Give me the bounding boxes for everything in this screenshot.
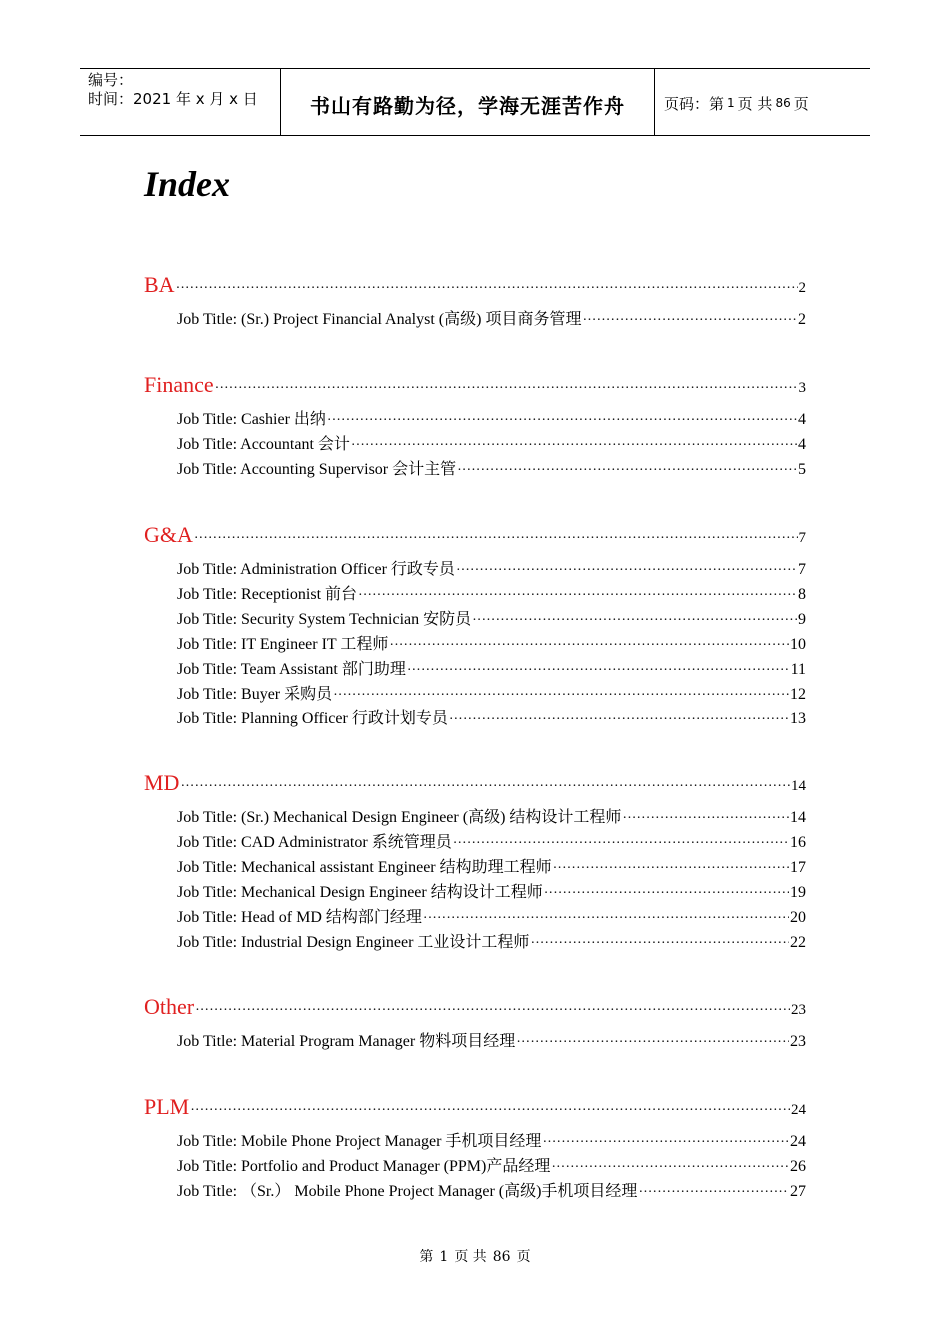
toc-entry[interactable] [177,433,806,455]
toc-entry-label: Job Title: （Sr.） Mobile Phone Project Manager (高级)手机项目经理 [177,1183,638,1200]
dot-leader [456,562,797,580]
toc-entry-label: Job Title: Administration Officer 行政专员 [177,561,455,578]
dot-leader [544,885,789,903]
toc-entry-page-number: 13 [790,710,806,727]
page-header [80,68,870,136]
toc-entry-label: Job Title: Head of MD 结构部门经理 [177,909,422,926]
toc-entry[interactable] [177,1030,806,1052]
dot-leader [327,412,797,430]
toc-entry-label: Job Title: Material Program Manager 物料项目经理 [177,1033,516,1050]
header-page-num: 1 [727,96,735,110]
toc-section[interactable] [144,768,806,796]
toc-section-page-number: 2 [798,280,806,296]
dot-leader [389,637,789,655]
toc-entry-label: Job Title: IT Engineer IT 工程师 [177,636,389,653]
header-time-label: 时间：2021 年 x 月 x 日 [88,90,258,108]
toc-section-label: BA [144,272,175,297]
dot-leader [195,1002,790,1020]
toc-section[interactable] [144,270,806,298]
dot-leader [472,612,797,630]
dot-leader [453,835,789,853]
footer-prefix: 第 [419,1249,434,1265]
toc-entry-page-number: 20 [790,909,806,926]
page-title: Index [144,164,231,204]
toc-entry-page-number: 23 [790,1033,806,1050]
toc-entry-page-number: 27 [790,1183,806,1200]
toc-entry[interactable] [177,658,806,680]
toc-entry-label: Job Title: Mobile Phone Project Manager 手机项目经理 [177,1133,542,1150]
toc-entry-page-number: 5 [798,461,806,478]
toc-entry[interactable] [177,1180,806,1202]
header-page-suffix: 页 [793,94,809,113]
toc-section-page-number: 23 [791,1002,806,1018]
toc-entry-page-number: 19 [790,884,806,901]
toc-entry[interactable] [177,308,806,330]
header-motto: 书山有路勤为径，学海无涯苦作舟 [281,69,655,135]
header-number-label: 编号： [88,71,134,89]
toc-entry-page-number: 8 [798,586,806,603]
footer-page-total: 86 [492,1249,511,1265]
toc-entry[interactable] [177,1130,806,1152]
toc-entry-page-number: 4 [798,436,806,453]
header-page-prefix: 页码：第 [664,94,725,113]
toc-entry[interactable] [177,906,806,928]
toc-entry-page-number: 17 [790,859,806,876]
toc-entry-label: Job Title: CAD Administrator 系统管理员 [177,834,452,851]
toc-entry[interactable] [177,707,806,729]
toc-entry-label: Job Title: Mechanical Design Engineer 结构设计工程师 [177,884,543,901]
dot-leader [638,1184,789,1202]
dot-leader [551,1159,789,1177]
header-meta [80,69,281,135]
header-page-mid: 页 共 [737,94,773,113]
toc-entry-label: Job Title: Buyer 采购员 [177,686,333,703]
dot-leader [215,380,798,398]
toc-entry-page-number: 12 [790,686,806,703]
toc-entry-label: Job Title: (Sr.) Project Financial Analyst (高级) 项目商务管理 [177,311,582,328]
toc-entry[interactable] [177,806,806,828]
toc-entry[interactable] [177,831,806,853]
toc-section-page-number: 14 [791,778,806,794]
toc-entry[interactable] [177,583,806,605]
toc-entry-page-number: 22 [790,934,806,951]
toc-section-label: MD [144,770,180,795]
toc-entry[interactable] [177,408,806,430]
toc-entry-page-number: 9 [798,611,806,628]
dot-leader [582,312,797,330]
toc-entry-label: Job Title: Planning Officer 行政计划专员 [177,710,448,727]
toc-entry[interactable] [177,931,806,953]
toc-entry-label: Job Title: Mechanical assistant Engineer 结构助理工程师 [177,859,552,876]
toc-section-label: G&A [144,522,193,547]
dot-leader [358,587,797,605]
toc-entry[interactable] [177,458,806,480]
toc-entry-page-number: 26 [790,1158,806,1175]
toc-section[interactable] [144,370,806,398]
toc-section-label: Finance [144,372,214,397]
toc-entry-page-number: 4 [798,411,806,428]
toc-section[interactable] [144,992,806,1020]
dot-leader [423,910,789,928]
toc-entry-label: Job Title: Industrial Design Engineer 工业设计工程师 [177,934,530,951]
toc-entry-label: Job Title: Accounting Supervisor 会计主管 [177,461,457,478]
toc-section-page-number: 24 [791,1102,806,1118]
page-footer [0,1246,950,1266]
dot-leader [553,860,789,878]
footer-page-num: 1 [439,1249,449,1265]
toc-entry-label: Job Title: Security System Technician 安防员 [177,611,472,628]
toc-section-page-number: 7 [798,530,806,546]
toc-section-label: PLM [144,1094,190,1119]
dot-leader [180,778,790,796]
toc-section-label: Other [144,994,195,1019]
header-page-total: 86 [775,96,791,110]
toc-entry-page-number: 24 [790,1133,806,1150]
toc-entry[interactable] [177,683,806,705]
toc-entry-label: Job Title: Receptionist 前台 [177,586,358,603]
toc-entry[interactable] [177,881,806,903]
toc-entry-page-number: 10 [790,636,806,653]
toc-section[interactable] [144,1092,806,1120]
toc-entry-label: Job Title: Cashier 出纳 [177,411,326,428]
dot-leader [530,935,789,953]
dot-leader [176,280,798,298]
dot-leader [449,711,789,729]
toc-entry-page-number: 16 [790,834,806,851]
toc-entry[interactable] [177,633,806,655]
toc-section-page-number: 3 [798,380,806,396]
dot-leader [407,662,790,680]
dot-leader [516,1034,789,1052]
footer-mid: 页 共 [454,1249,487,1265]
toc-entry[interactable] [177,558,806,580]
dot-leader [542,1134,789,1152]
toc-entry-label: Job Title: Accountant 会计 [177,436,350,453]
toc-entry-page-number: 11 [790,661,806,678]
toc-section[interactable] [144,520,806,548]
dot-leader [351,437,797,455]
toc-entry-page-number: 7 [798,561,806,578]
header-page-info [655,69,870,135]
toc-entry[interactable] [177,1155,806,1177]
toc-entry-label: Job Title: Portfolio and Product Manager (PPM)产品经理 [177,1158,551,1175]
toc-entry-label: Job Title: Team Assistant 部门助理 [177,661,406,678]
dot-leader [190,1102,790,1120]
toc-entry-label: Job Title: (Sr.) Mechanical Design Engineer (高级) 结构设计工程师 [177,809,622,826]
dot-leader [194,530,798,548]
toc-entry-page-number: 2 [798,311,806,328]
toc-entry[interactable] [177,856,806,878]
dot-leader [457,462,797,480]
toc-entry[interactable] [177,608,806,630]
dot-leader [333,687,789,705]
dot-leader [622,810,789,828]
toc-entry-page-number: 14 [790,809,806,826]
footer-suffix: 页 [516,1249,531,1265]
